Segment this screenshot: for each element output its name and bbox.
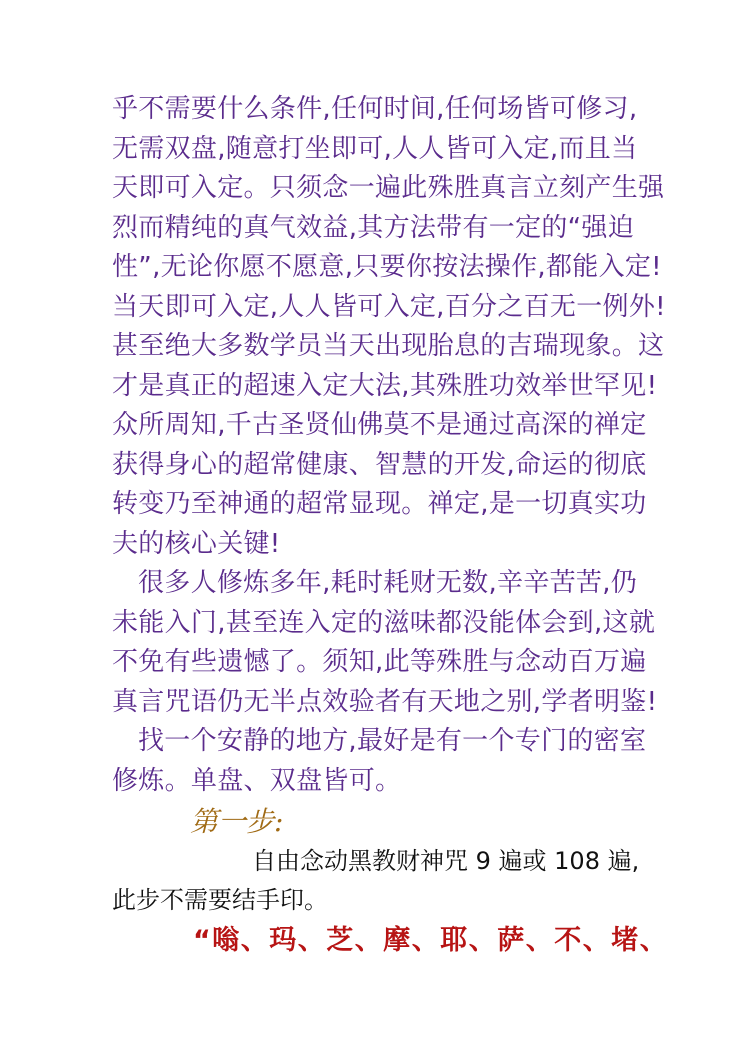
text-line: 烈而精纯的真气效益,其方法带有一定的“强迫 bbox=[112, 212, 635, 243]
mantra-text: “嗡、玛、芝、摩、耶、萨、不、堵、 bbox=[193, 925, 669, 956]
text-line: 转变乃至神通的超常显现。禅定,是一切真实功 bbox=[112, 489, 647, 519]
body-text bbox=[112, 90, 666, 801]
text-line: 找一个安静的地方,最好是有一个专门的密室 bbox=[138, 726, 647, 756]
text-line: 修炼。单盘、双盘皆可。 bbox=[112, 765, 402, 796]
text-line: 真言咒语仍无半点效验者有天地之别,学者明鉴! bbox=[112, 686, 658, 717]
text-line: 天即可入定。只须念一遍此殊胜真言立刻产生强 bbox=[112, 173, 665, 203]
step-line: 自由念动黑教财神咒 9 遍或 108 遍, bbox=[252, 847, 640, 875]
text-line: 很多人修炼多年,耗时耗财无数,辛辛苦苦,仍 bbox=[138, 568, 638, 598]
text-line: 获得身心的超常健康、智慧的开发,命运的彻底 bbox=[112, 449, 647, 480]
text-line: 无需双盘,随意打坐即可,人人皆可入定,而且当 bbox=[112, 133, 638, 164]
step-instructions bbox=[112, 842, 652, 920]
text-line: 未能入门,甚至连入定的滋味都没能体会到,这就 bbox=[112, 607, 656, 638]
text-line: 甚至绝大多数学员当天出现胎息的吉瑞现象。这 bbox=[112, 331, 665, 361]
step-line: 此步不需要结手印。 bbox=[112, 886, 328, 914]
text-line: 夫的核心关键! bbox=[112, 528, 281, 559]
text-line: 当天即可入定,人人皆可入定,百分之百无一例外! bbox=[112, 291, 666, 322]
text-line: 众所周知,千古圣贤仙佛莫不是通过高深的禅定 bbox=[112, 410, 647, 440]
text-line: 性”,无论你愿不愿意,只要你按法操作,都能入定! bbox=[112, 252, 662, 282]
text-line: 乎不需要什么条件,任何时间,任何场皆可修习, bbox=[112, 94, 638, 124]
text-line: 才是真正的超速入定大法,其殊胜功效举世罕见! bbox=[112, 370, 658, 401]
text-line: 不免有些遗憾了。须知,此等殊胜与念动百万遍 bbox=[112, 647, 647, 677]
step-heading: 第一步: bbox=[190, 805, 284, 838]
